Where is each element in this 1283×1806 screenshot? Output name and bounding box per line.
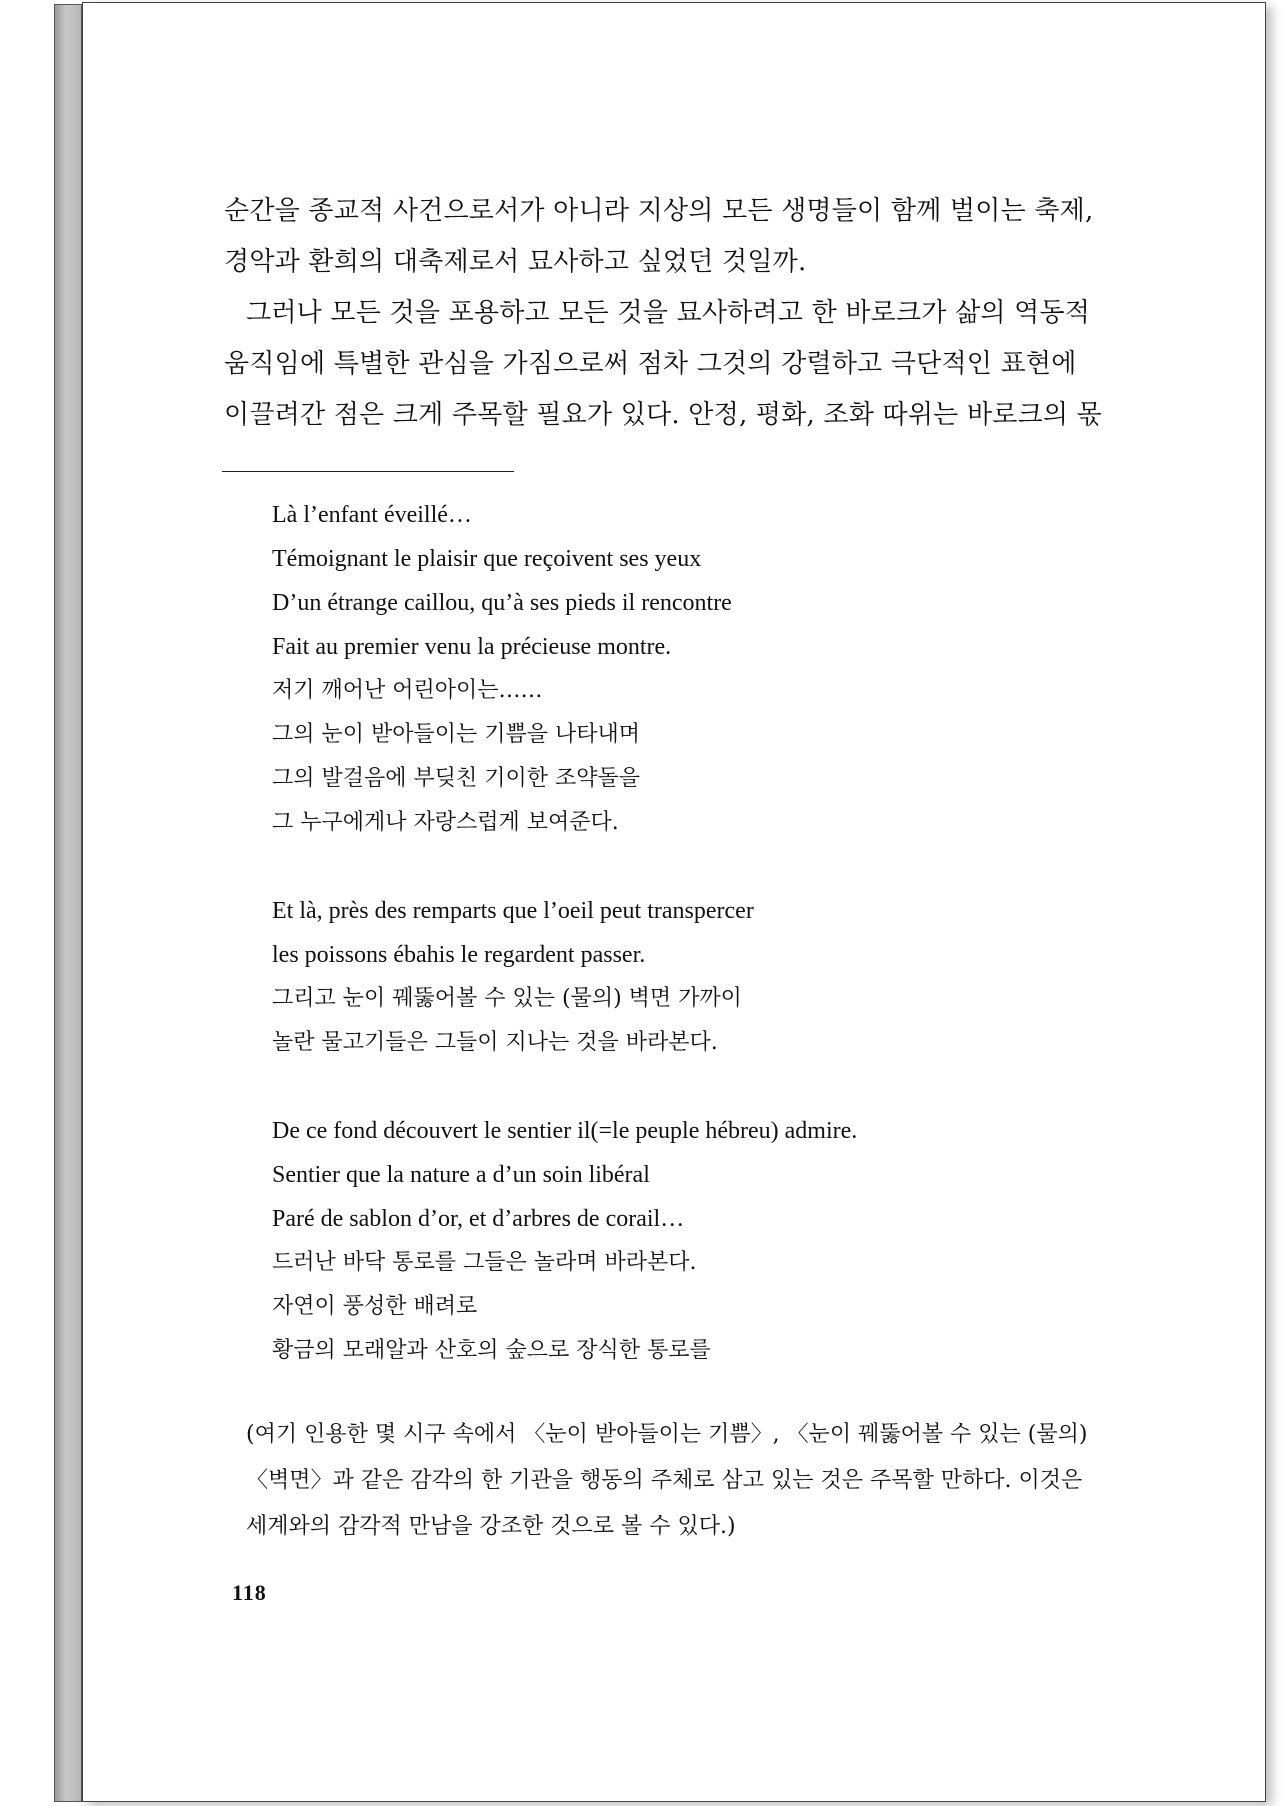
stanza-2 (272, 889, 1132, 1065)
french-line: Témoignant le plaisir que reçoivent ses yeux (272, 546, 702, 572)
korean-line: 황금의 모래알과 산호의 숲으로 장식한 통로를 (272, 1338, 711, 1363)
korean-line: 그의 발걸음에 부딪친 기이한 조약돌을 (272, 766, 641, 791)
paragraph-baroque: 그러나 모든 것을 포용하고 모든 것을 묘사하려고 한 바로크가 삶의 역동적 움직임에 특별한 관심을 가짐으로써 점차 그것의 강렬하고 극단적인 표현에 이끌려간 점은 크게 주목할 필요가 있다. 안정, 평화, 조화 따위는 바로크의 몫 (224, 298, 1102, 430)
french-line: Là l’enfant éveillé… (272, 502, 472, 528)
page-number: 118 (232, 1580, 267, 1605)
paragraph-continued: 순간을 종교적 사건으로서가 아니라 지상의 모든 생명들이 함께 벌이는 축제, 경악과 환희의 대축제로서 묘사하고 싶었던 것일까. (224, 196, 1094, 277)
stanza-3 (272, 1109, 1132, 1373)
footnote-quotes (272, 493, 1132, 1417)
korean-line: 자연이 풍성한 배려로 (272, 1294, 478, 1319)
stanza-1 (272, 493, 1132, 845)
main-text (224, 186, 1109, 441)
comment-line: (여기 인용한 몇 시구 속에서 〈눈이 받아들이는 기쁨〉, 〈눈이 꿰뚫어볼 수 있는 (물의) (246, 1422, 1088, 1447)
korean-line: 저기 깨어난 어린아이는…… (272, 678, 543, 703)
korean-line: 그 누구에게나 자랑스럽게 보여준다. (272, 810, 619, 835)
french-line: Et là, près des remparts que l’oeil peut transpercer (272, 898, 754, 924)
comment-line: 세계와의 감각적 만남을 강조한 것으로 볼 수 있다.) (246, 1514, 736, 1539)
french-line: les poissons ébahis le regardent passer. (272, 942, 646, 968)
korean-line: 그의 눈이 받아들이는 기쁨을 나타내며 (272, 722, 641, 747)
korean-line: 드러난 바닥 통로를 그들은 놀라며 바라본다. (272, 1250, 697, 1275)
french-line: Paré de sablon d’or, et d’arbres de corail… (272, 1206, 685, 1232)
comment-line: 〈벽면〉과 같은 감각의 한 기관을 행동의 주체로 삼고 있는 것은 주목할 만하다. 이것은 (246, 1468, 1083, 1493)
korean-line: 그리고 눈이 꿰뚫어볼 수 있는 (물의) 벽면 가까이 (272, 986, 742, 1011)
french-line: De ce fond découvert le sentier il(=le peuple hébreu) admire. (272, 1118, 858, 1144)
footnote-comment (246, 1412, 1126, 1550)
book-spine (54, 4, 82, 1802)
korean-line: 놀란 물고기들은 그들이 지나는 것을 바라본다. (272, 1030, 718, 1055)
french-line: Fait au premier venu la précieuse montre. (272, 634, 672, 660)
french-line: D’un étrange caillou, qu’à ses pieds il rencontre (272, 590, 732, 616)
footnote-rule (222, 471, 514, 472)
french-line: Sentier que la nature a d’un soin libéral (272, 1162, 650, 1188)
